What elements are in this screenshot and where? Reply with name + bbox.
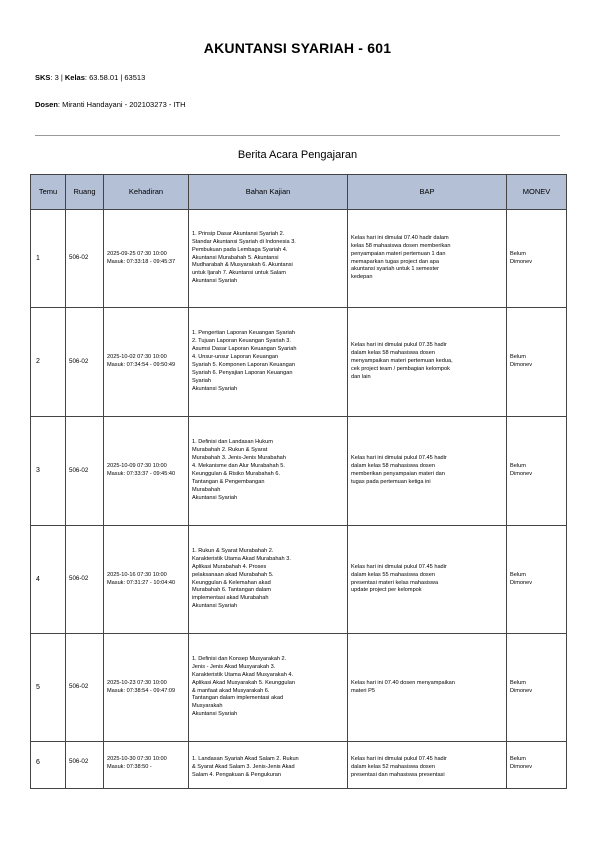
bap-line: kedepan <box>351 274 373 281</box>
ruang-value: 506-02 <box>69 575 89 583</box>
table-row <box>31 634 567 742</box>
col-header-monev: MONEV <box>507 175 567 210</box>
bap-line: tugas pada pertemuan ketiga ini <box>351 478 431 485</box>
monev-cell <box>507 526 567 634</box>
kehadiran-line: Masuk: 07:33:18 - 09:45:37 <box>107 258 176 265</box>
bap-cell <box>348 742 507 789</box>
monev-cell <box>507 308 567 417</box>
bap-line: Kelas hari ini dimulai 07.40 hadir dalam <box>351 234 449 241</box>
col-header-kehadiran: Kehadiran <box>104 175 189 210</box>
bahan-kajian-line: Akuntansi Syariah <box>192 278 238 285</box>
course-info <box>35 73 145 82</box>
bap-line: dalam kelas 55 mahasiswa dosen <box>351 571 435 578</box>
table-row <box>31 210 567 308</box>
bahan-kajian-cell <box>189 742 348 789</box>
kehadiran-line: 2025-09-25 07:30 10:00 <box>107 250 167 257</box>
bahan-kajian-line: 1. Landasan Syariah Akad Salam 2. Rukun <box>192 756 299 762</box>
bahan-kajian-line: Mudharabah & Musyarakah 6. Akuntansi <box>192 262 293 269</box>
bap-line: update project per kelompok <box>351 587 422 594</box>
table-row <box>31 742 567 789</box>
kehadiran-line: 2025-10-16 07:30 10:00 <box>107 571 167 578</box>
bahan-kajian-line: & Syarat Akad Salam 3. Jenis-Jenis Akad <box>192 763 295 770</box>
monev-cell <box>507 742 567 789</box>
monev-cell <box>507 417 567 526</box>
bahan-kajian-line: Akuntansi Syariah <box>192 711 238 718</box>
col-header-temu: Temu <box>31 175 66 210</box>
bahan-kajian-line: Akuntansi Syariah <box>192 494 238 501</box>
bap-cell <box>348 526 507 634</box>
bahan-kajian-line: Murabahah 6. Tantangan dalam <box>192 587 271 594</box>
bahan-kajian-line: Akuntansi Syariah <box>192 385 238 392</box>
monev-cell <box>507 634 567 742</box>
bahan-kajian-line: Murabahah 3. Jenis-Jenis Murabahah <box>192 455 286 462</box>
table-header-row <box>31 175 567 210</box>
monev-status: Dimonev <box>510 471 533 477</box>
bahan-kajian-line: Aplikasi Murabahah 4. Proses <box>192 563 267 570</box>
kehadiran-line: Masuk: 07:33:37 - 09:45:40 <box>107 471 176 477</box>
bahan-kajian-line: & manfaat akad Musyarakah 6. <box>192 687 270 694</box>
bap-line: dalam kelas 58 mahasiswa dosen <box>351 350 435 357</box>
ruang-cell <box>66 417 104 526</box>
bap-line: Kelas hari ini dimulai pukul 07.35 hadir <box>351 342 447 349</box>
bahan-kajian-line: Asumsi Dasar Laporan Keuangan Syariah <box>192 346 297 353</box>
bahan-kajian-line: Akuntansi Murabahah 5. Akuntansi <box>192 254 279 261</box>
bahan-kajian-line: pelaksanaan akad Murabahah 5. <box>192 571 274 578</box>
kehadiran-cell <box>104 210 189 308</box>
kehadiran-cell <box>104 308 189 417</box>
monev-status: Belum <box>510 679 526 686</box>
bap-line: presentasi materi kelas mahasiswa <box>351 579 439 586</box>
bahan-kajian-line: Murabahah 2. Rukun & Syarat <box>192 447 268 454</box>
kehadiran-line: 2025-10-23 07:30 10:00 <box>107 679 167 686</box>
temu-value: 1 <box>36 254 40 262</box>
bahan-kajian-cell <box>189 526 348 634</box>
bahan-kajian-line: Tantangan & Pengembangan <box>192 478 265 485</box>
kehadiran-line: Masuk: 07:34:54 - 09:50:49 <box>107 362 176 368</box>
dosen-label: Dosen <box>35 100 58 109</box>
bahan-kajian-line: Karakteristik Utama Akad Murabahah 3. <box>192 555 291 562</box>
col-header-ruang: Ruang <box>66 175 104 210</box>
bap-line: menyampaikan materi pertemuan kedua, <box>351 358 453 365</box>
kehadiran-line: 2025-10-02 07:30 10:00 <box>107 354 167 361</box>
bap-line: Kelas hari ini dimulai pukul 07.45 hadir <box>351 563 447 570</box>
bap-line: penyampaian materi pertemuan 1 dan <box>351 250 446 257</box>
bap-line: Kelas hari ini 07.40 dosen menyampaikan <box>351 679 455 686</box>
bap-line: kelas 58 mahasiswa dosen memberikan <box>351 242 451 249</box>
temu-cell <box>31 417 66 526</box>
bahan-kajian-line: Akuntansi Syariah <box>192 603 238 610</box>
bap-line: dalam kelas 52 mahasiswa dosen <box>351 763 435 770</box>
bahan-kajian-line: 1. Definisi dan Landasan Hukum <box>192 439 273 446</box>
bahan-kajian-line: implementasi akad Murabahah <box>192 595 269 602</box>
temu-cell <box>31 210 66 308</box>
table-row <box>31 526 567 634</box>
section-title: Berita Acara Pengajaran <box>237 149 358 161</box>
ruang-value: 506-02 <box>69 357 89 365</box>
ruang-cell <box>66 308 104 417</box>
ruang-value: 506-02 <box>69 758 89 765</box>
monev-status: Belum <box>510 250 526 257</box>
temu-cell <box>31 742 66 789</box>
bahan-kajian-line: Karakteristik Utama Akad Musyarakah 4. <box>192 671 294 678</box>
temu-value: 6 <box>36 759 40 766</box>
monev-cell <box>507 210 567 308</box>
temu-cell <box>31 634 66 742</box>
kehadiran-line: 2025-10-30 07:30 10:00 <box>107 756 167 762</box>
monev-status: Dimonev <box>510 258 533 265</box>
kehadiran-line: Masuk: 07:31:27 - 10:04:40 <box>107 579 176 586</box>
temu-cell <box>31 526 66 634</box>
ruang-value: 506-02 <box>69 683 89 691</box>
bahan-kajian-line: 4. Mekanisme dan Alur Murabahah 5. <box>192 463 285 470</box>
bap-cell <box>348 210 507 308</box>
monev-status: Dimonev <box>510 362 533 368</box>
bahan-kajian-line: Standar Akuntansi Syariah di Indonesia 3. <box>192 238 296 245</box>
bap-line: Kelas hari ini dimulai pukul 07.45 hadir <box>351 455 447 462</box>
monev-status: Belum <box>510 354 526 361</box>
bahan-kajian-line: Musyarakah <box>192 703 223 710</box>
monev-status: Dimonev <box>510 687 533 694</box>
bahan-kajian-line: Tantangan dalam implementasi akad <box>192 695 284 702</box>
temu-value: 3 <box>36 467 40 475</box>
bap-line: akuntansi syariah untuk 1 semester <box>351 266 439 273</box>
bap-line: materi P5 <box>351 687 375 694</box>
dosen-value: : Miranti Handayani - 202103273 - ITH <box>57 100 186 109</box>
bahan-kajian-line: 2. Tujuan Laporan Keuangan Syariah 3. <box>192 338 291 345</box>
sks-value: : 3 | <box>50 73 65 82</box>
bahan-kajian-line: Salam 4. Pengakuan & Pengukuran <box>192 771 281 778</box>
bahan-kajian-cell <box>189 417 348 526</box>
bap-line: cek project team / pembagian kelompok <box>351 365 450 372</box>
bahan-kajian-cell <box>189 210 348 308</box>
bap-line: memberikan penyampaian materi dan <box>351 471 445 477</box>
monev-status: Belum <box>510 463 526 470</box>
temu-value: 4 <box>36 575 40 583</box>
kelas-label: Kelas <box>64 73 85 82</box>
temu-value: 5 <box>36 683 40 691</box>
bahan-kajian-line: Syariah 6. Penyajian Laporan Keuangan <box>192 369 293 376</box>
kehadiran-line: Masuk: 07:38:50 - <box>107 763 152 770</box>
bahan-kajian-cell <box>189 634 348 742</box>
monev-status: Belum <box>510 756 526 762</box>
kehadiran-cell <box>104 417 189 526</box>
bahan-kajian-line: Syariah <box>192 377 211 384</box>
bahan-kajian-line: Keunggulan & Kelemahan akad <box>192 579 271 586</box>
table-row <box>31 417 567 526</box>
table-row <box>31 308 567 417</box>
bahan-kajian-line: Aplikasi Akad Musyarakah 5. Keunggulan <box>192 679 295 686</box>
bahan-kajian-line: 1. Rukun & Syarat Murabahah 2. <box>192 547 274 554</box>
temu-cell <box>31 308 66 417</box>
bahan-kajian-line: Jenis - Jenis Akad Musyarakah 3. <box>192 663 276 670</box>
monev-status: Dimonev <box>510 763 533 770</box>
ruang-cell <box>66 210 104 308</box>
ruang-value: 506-02 <box>69 254 89 262</box>
bahan-kajian-line: Murabahah <box>192 486 221 493</box>
bahan-kajian-line: Pembukuan pada Lembaga Syariah 4. <box>192 246 288 253</box>
ruang-cell <box>66 634 104 742</box>
bap-cell <box>348 417 507 526</box>
kelas-value: : 63.58.01 | 63513 <box>84 73 146 82</box>
bahan-kajian-line: untuk Ijarah 7. Akuntansi untuk Salam <box>192 270 286 277</box>
ruang-cell <box>66 526 104 634</box>
col-header-bap: BAP <box>348 175 507 210</box>
bap-line: dalam kelas 58 mahasiswa dosen <box>351 463 435 470</box>
bap-line: presentasi dan mahasiswa presentasi <box>351 771 445 778</box>
kehadiran-line: Masuk: 07:38:54 - 09:47:09 <box>107 687 176 694</box>
bahan-kajian-line: 1. Pengertian Laporan Keuangan Syariah <box>192 330 295 337</box>
teaching-record-table <box>30 174 567 789</box>
kehadiran-cell <box>104 634 189 742</box>
monev-status: Dimonev <box>510 579 533 586</box>
bahan-kajian-line: 4. Unsur-unsur Laporan Keuangan <box>192 354 279 361</box>
temu-value: 2 <box>36 358 40 366</box>
col-header-bahan-kajian: Bahan Kajian <box>189 175 348 210</box>
divider <box>35 135 560 136</box>
bahan-kajian-line: 1. Definisi dan Konsep Musyarakah 2. <box>192 655 287 662</box>
ruang-value: 506-02 <box>69 466 89 474</box>
ruang-cell <box>66 742 104 789</box>
sks-label: SKS <box>35 73 51 82</box>
bap-cell <box>348 308 507 417</box>
bap-line: memaparkan tugas project dan apa <box>351 258 440 265</box>
bahan-kajian-line: Syariah 5. Komponen Laporan Keuangan <box>192 362 295 368</box>
monev-status: Belum <box>510 571 526 578</box>
bahan-kajian-line: 1. Prinsip Dasar Akuntansi Syariah 2. <box>192 230 285 237</box>
bahan-kajian-line: Keunggulan & Risiko Murabahah 6. <box>192 471 281 477</box>
page-title: AKUNTANSI SYARIAH - 601 <box>203 40 392 56</box>
kehadiran-cell <box>104 526 189 634</box>
kehadiran-line: 2025-10-09 07:30 10:00 <box>107 463 167 470</box>
bap-cell <box>348 634 507 742</box>
bap-line: dan lain <box>351 373 371 380</box>
bap-line: Kelas hari ini dimulai pukul 07.45 hadir <box>351 756 447 762</box>
kehadiran-cell <box>104 742 189 789</box>
lecturer-info <box>35 100 186 109</box>
bahan-kajian-cell <box>189 308 348 417</box>
